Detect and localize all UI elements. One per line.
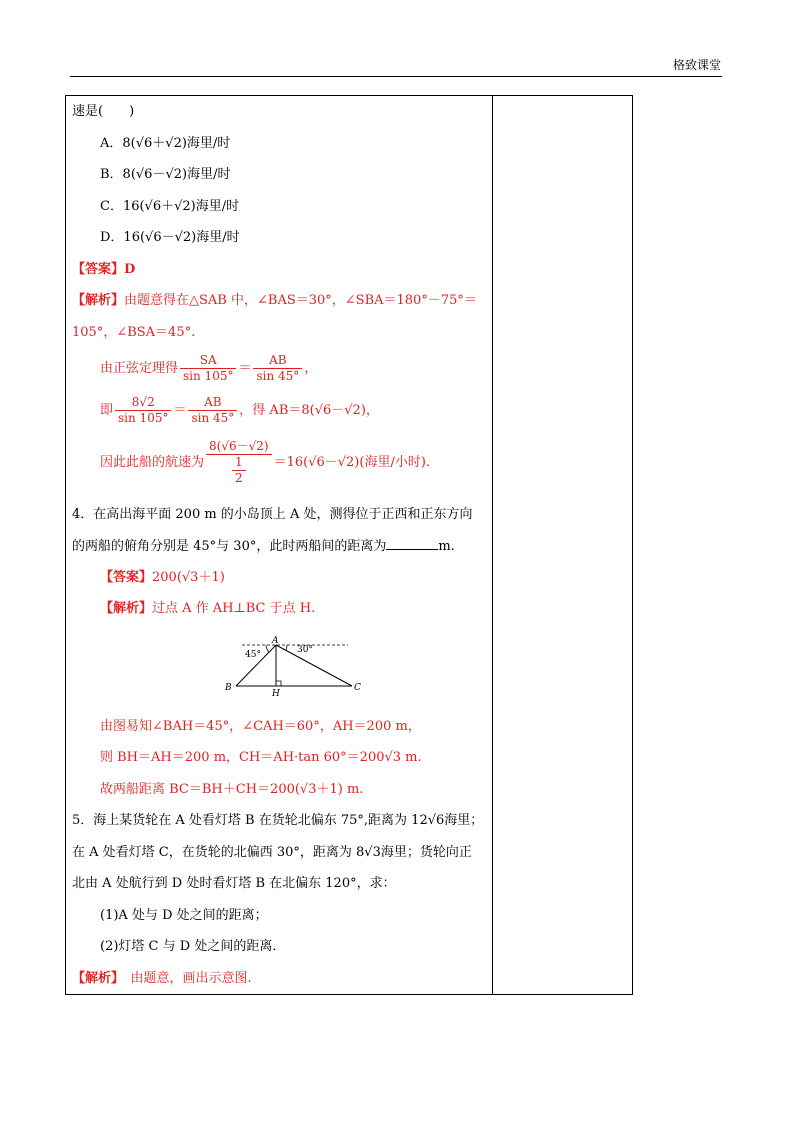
q4-analysis xyxy=(100,600,315,618)
q3-eq-1: ＝ xyxy=(238,361,252,376)
q4-step1: 由图易知∠BAH＝45°，∠CAH＝60°，AH＝200 m， xyxy=(100,719,421,734)
q4-answer-blank xyxy=(386,537,438,550)
q3-option-d: D．16(√6－√2)海里/时 xyxy=(100,230,240,245)
q5-analysis-tag: 【解析】 xyxy=(72,971,118,986)
q3-stem-end: 速是( ) xyxy=(72,104,135,119)
q3-analysis-line2: 105°，∠BSA＝45°. xyxy=(72,325,196,340)
header-brand: 格致课堂 xyxy=(672,58,721,72)
q3-frac5-den xyxy=(206,455,272,486)
q4-stem-unit: m. xyxy=(438,539,455,554)
q3-option-a: A．8(√6＋√2)海里/时 xyxy=(100,136,231,151)
q3-half-den: 2 xyxy=(234,471,243,485)
q4-label-h: H xyxy=(272,689,280,698)
q4-right-angle-mark xyxy=(276,681,281,686)
q4-label-c: C xyxy=(354,683,361,693)
q3-speed-prefix: 因此此船的航速为 xyxy=(100,455,205,470)
q3-frac3-num: 8√2 xyxy=(115,395,171,411)
q4-triangle-diagram xyxy=(220,636,370,698)
q3-analysis-line1 xyxy=(72,292,477,310)
q3-eq-2: ＝ xyxy=(173,403,187,418)
q3-analysis-tag: 【解析】 xyxy=(72,293,125,308)
q3-fraction-sa xyxy=(180,353,236,384)
q4-step2: 则 BH＝AH＝200 m，CH＝AH·tan 60°＝200√3 m. xyxy=(100,750,422,765)
q3-frac3-den: sin 105° xyxy=(118,411,169,425)
q3-fraction-half xyxy=(232,455,246,486)
q3-option-c: C．16(√6＋√2)海里/时 xyxy=(100,199,240,214)
q3-fraction-ab-2 xyxy=(188,395,237,426)
q5-sub-question-1: (1)A 处与 D 处之间的距离； xyxy=(100,908,268,923)
q4-angle-arc-right xyxy=(286,645,287,650)
q3-fraction-ab xyxy=(253,353,302,384)
q5-stem-line2: 在 A 处看灯塔 C，在货轮的北偏西 30°，距离为 8√3海里；货轮向正 xyxy=(72,845,472,860)
q3-sine-rule xyxy=(100,352,317,386)
q5-stem-line3: 北由 A 处航行到 D 处时看灯塔 B 在北偏东 120°，求： xyxy=(72,876,396,891)
q4-label-b: B xyxy=(225,683,232,693)
q3-ji-suffix: ，得 AB＝8(√6－√2)， xyxy=(239,403,379,418)
q4-label-angle-30: 30° xyxy=(297,645,313,655)
q3-ji-line xyxy=(100,394,379,428)
q3-ji-prefix: 即 xyxy=(100,403,114,418)
q5-analysis xyxy=(72,970,252,988)
q3-frac1-num: SA xyxy=(180,353,236,369)
q4-analysis-tag: 【解析】 xyxy=(100,601,153,616)
q3-analysis-text1: 由题意得在△SAB 中，∠BAS＝30°，∠SBA＝180°－75°＝ xyxy=(124,293,477,308)
q4-answer-value: 200(√3＋1) xyxy=(152,570,225,585)
q3-speed-suffix: ＝16(√6－√2)(海里/小时). xyxy=(273,455,431,470)
q4-stem-line1: 4．在高出海平面 200 m 的小岛顶上 A 处，测得位于正西和正东方向 xyxy=(72,507,473,522)
q3-answer-tag: 【答案】 xyxy=(72,262,125,277)
header-rule xyxy=(70,76,722,77)
q3-frac2-den: sin 45° xyxy=(256,369,300,383)
q3-frac4-num: AB xyxy=(188,395,237,411)
q3-frac5-num: 8(√6－√2) xyxy=(206,439,272,455)
q4-angle-arc-left xyxy=(266,645,269,652)
q3-sine-rule-suffix: ， xyxy=(304,361,318,376)
q5-analysis-text: 由题意，画出示意图. xyxy=(117,971,252,986)
q3-frac1-den: sin 105° xyxy=(183,369,234,383)
q5-sub-question-2: (2)灯塔 C 与 D 处之间的距离． xyxy=(100,939,286,954)
q3-answer xyxy=(72,261,135,279)
q3-half-num: 1 xyxy=(232,455,246,471)
q4-label-angle-45: 45° xyxy=(245,650,261,660)
table-column-divider xyxy=(492,95,493,995)
q4-stem-line2-text: 的两船的俯角分别是 45°与 30°，此时两船间的距离为 xyxy=(72,539,387,554)
q3-answer-value: D xyxy=(124,262,136,277)
q4-stem-line2 xyxy=(72,537,455,556)
q5-stem-line1: 5．海上某货轮在 A 处看灯塔 B 在货轮北偏东 75°,距离为 12√6海里； xyxy=(72,813,484,828)
q4-analysis-text: 过点 A 作 AH⊥BC 于点 H. xyxy=(152,601,316,616)
q3-option-b: B．8(√6－√2)海里/时 xyxy=(100,167,231,182)
q4-answer-tag: 【答案】 xyxy=(100,570,153,585)
q3-frac2-num: AB xyxy=(253,353,302,369)
q4-label-a: A xyxy=(272,636,279,646)
q3-sine-rule-prefix: 由正弦定理得 xyxy=(100,361,179,376)
q3-fraction-speed xyxy=(206,439,272,486)
q3-speed-line xyxy=(100,436,430,490)
q3-fraction-8root2 xyxy=(115,395,171,426)
q4-answer xyxy=(100,569,225,587)
q4-side-ac xyxy=(276,645,352,686)
q3-frac4-den: sin 45° xyxy=(191,411,235,425)
q4-step3: 故两船距离 BC＝BH＋CH＝200(√3＋1) m. xyxy=(100,782,364,797)
